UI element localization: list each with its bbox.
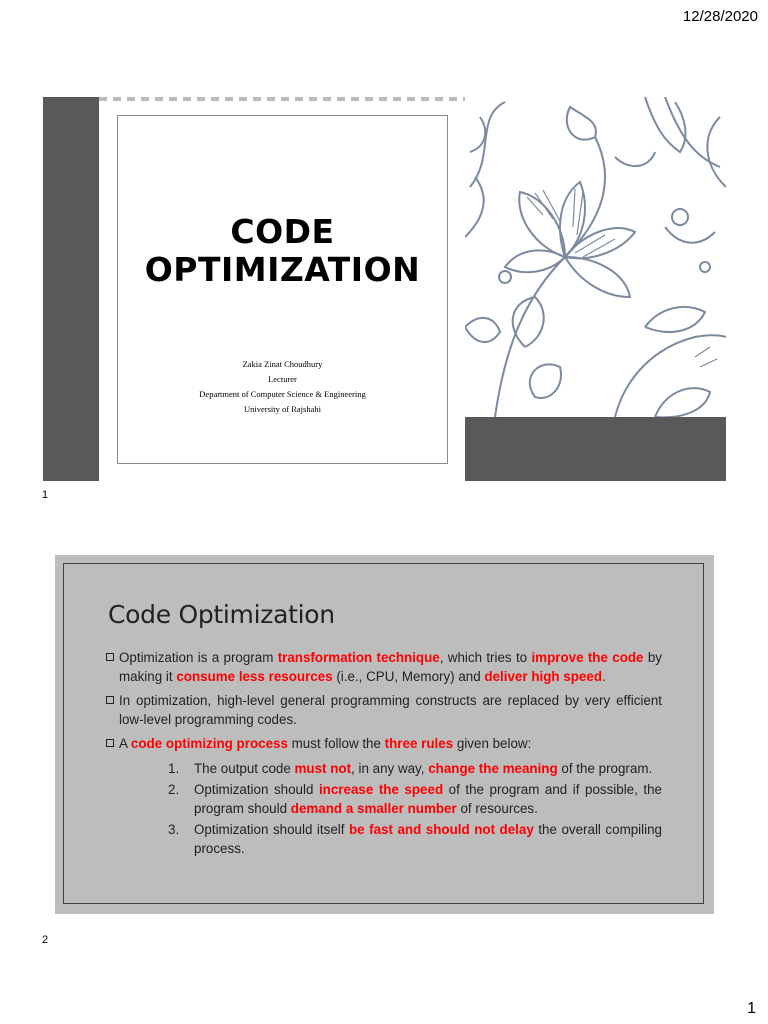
content-slide: [55, 555, 714, 914]
hollow-square-bullet-icon: [106, 696, 114, 704]
floral-pattern-icon: [465, 97, 726, 417]
rule-item: 2. Optimization should increase the speed of the program and if possible, the program should demand a smaller number of resources.: [168, 782, 662, 816]
bullet-item: A code optimizing process must follow the three rules given below:: [106, 735, 662, 754]
slide-title: [118, 213, 447, 289]
author-department: Department of Computer Science & Engineering: [199, 389, 366, 399]
page-number: 1: [747, 1000, 756, 1017]
slide-body: [106, 649, 662, 861]
bullet-item: In optimization, high-level general programming constructs are replaced by very efficient low-level programming codes.: [106, 692, 662, 729]
title-frame: [117, 115, 448, 464]
hollow-square-bullet-icon: [106, 739, 114, 747]
slide-title-line2: OPTIMIZATION: [144, 250, 421, 289]
rules-list: [106, 760, 662, 859]
top-decorative-strip: [99, 97, 465, 101]
slide-heading: Code Optimization: [108, 600, 335, 629]
rule-item: 3. Optimization should itself be fast and should not delay the overall compiling process.: [168, 822, 662, 856]
author-university: University of Rajshahi: [244, 404, 321, 414]
author-name: Zakia Zinat Choudhury: [242, 359, 323, 369]
rule-number: 2.: [168, 782, 180, 797]
title-slide: [43, 97, 726, 481]
rule-item: 1. The output code must not, in any way, change the meaning of the program.: [106, 760, 662, 779]
left-gray-bar: [43, 97, 99, 481]
hollow-square-bullet-icon: [106, 653, 114, 661]
slide-number-1: 1: [42, 489, 49, 501]
author-role: Lecturer: [268, 374, 297, 384]
page-date: 12/28/2020: [682, 8, 758, 25]
rule-number: 1.: [168, 760, 180, 776]
slide-title-line1: CODE: [230, 212, 335, 251]
bullet-item: Optimization is a program transformation technique, which tries to improve the code by making it consume less resources (i.e., CPU, Memory) and deliver high speed.: [106, 649, 662, 686]
rule-number: 3.: [168, 822, 180, 837]
author-info: [118, 357, 447, 417]
slide-number-2: 2: [42, 934, 49, 946]
bottom-right-gray-block: [465, 417, 726, 481]
content-frame: [63, 563, 704, 904]
